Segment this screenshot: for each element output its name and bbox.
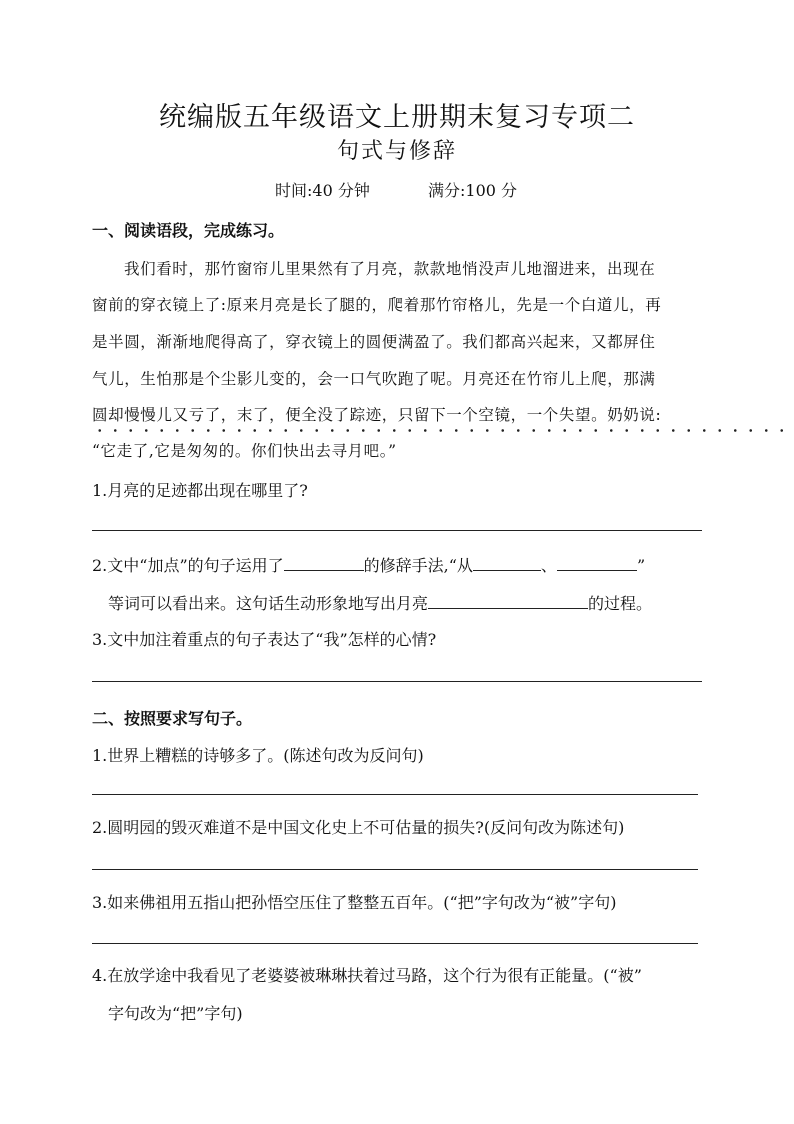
q2-part-f: 的过程。	[588, 594, 653, 613]
question-2-1: 1.世界上糟糕的诗够多了。(陈述句改为反问句)	[92, 746, 424, 765]
answer-line-1-3[interactable]	[92, 681, 702, 682]
passage-line-6: “它走了,它是匆匆的。你们快出去寻月吧。”	[92, 442, 397, 460]
q2-part-e: 等词可以看出来。这句话生动形象地写出月亮	[108, 594, 429, 613]
q2-part-a: 2.文中“加点”的句子运用了	[92, 556, 284, 575]
question-1-1: 1.月亮的足迹都出现在哪里了?	[92, 481, 308, 500]
question-2-2: 2.圆明园的毁灭难道不是中国文化史上不可估量的损失?(反问句改为陈述句)	[92, 818, 625, 837]
question-1-2-line-1	[92, 553, 645, 576]
section1-heading: 一、阅读语段，完成练习。	[92, 221, 285, 240]
time-limit: 时间:40 分钟	[275, 181, 370, 200]
passage-line-4: 气儿，生怕那是个尘影儿变的，会一口气吹跑了呢。月亮还在竹帘儿上爬，那满	[92, 370, 656, 388]
q2-part-b: 的修辞手法,“从	[363, 556, 473, 575]
passage-line-1: 我们看时，那竹窗帘儿里果然有了月亮，款款地悄没声儿地溜进来，出现在	[124, 260, 656, 278]
q2-part-c: 、	[540, 556, 557, 575]
page-title: 统编版五年级语文上册期末复习专项二	[159, 102, 635, 133]
question-1-2-line-2	[108, 591, 652, 614]
answer-line-2-3[interactable]	[92, 943, 698, 944]
passage-line-5: 圆却慢慢儿又亏了，末了，便全没了踪迹，只留下一个空镜，一个失望。奶奶说:	[92, 403, 794, 425]
full-score: 满分:100 分	[428, 181, 518, 200]
blank-rhetoric[interactable]	[284, 556, 364, 571]
q2-part-d: ”	[636, 556, 646, 575]
question-2-4-line-2: 字句改为“把”字句)	[108, 1004, 243, 1023]
passage-line-3: 是半圆，渐渐地爬得高了，穿衣镜上的圆便满盈了。我们都高兴起来，又都屏住	[92, 333, 656, 351]
question-2-3: 3.如来佛祖用五指山把孙悟空压住了整整五百年。(“把”字句改为“被”字句)	[92, 893, 617, 912]
answer-line-2-2[interactable]	[92, 869, 698, 870]
section2-heading: 二、按照要求写句子。	[92, 709, 253, 728]
blank-word-1[interactable]	[473, 556, 541, 571]
answer-line-2-1[interactable]	[92, 794, 698, 795]
blank-word-2[interactable]	[557, 556, 637, 571]
passage-line-2: 窗前的穿衣镜上了:原来月亮是长了腿的，爬着那竹帘格儿，先是一个白道儿，再	[92, 296, 662, 314]
answer-line-1-1[interactable]	[92, 530, 702, 531]
blank-moon-process[interactable]	[428, 594, 588, 609]
question-1-3: 3.文中加注着重点的句子表达了“我”怎样的心情?	[92, 630, 437, 649]
page-subtitle: 句式与修辞	[336, 139, 457, 164]
question-2-4-line-1: 4.在放学途中我看见了老婆婆被琳琳扶着过马路，这个行为很有正能量。(“被”	[92, 966, 642, 985]
